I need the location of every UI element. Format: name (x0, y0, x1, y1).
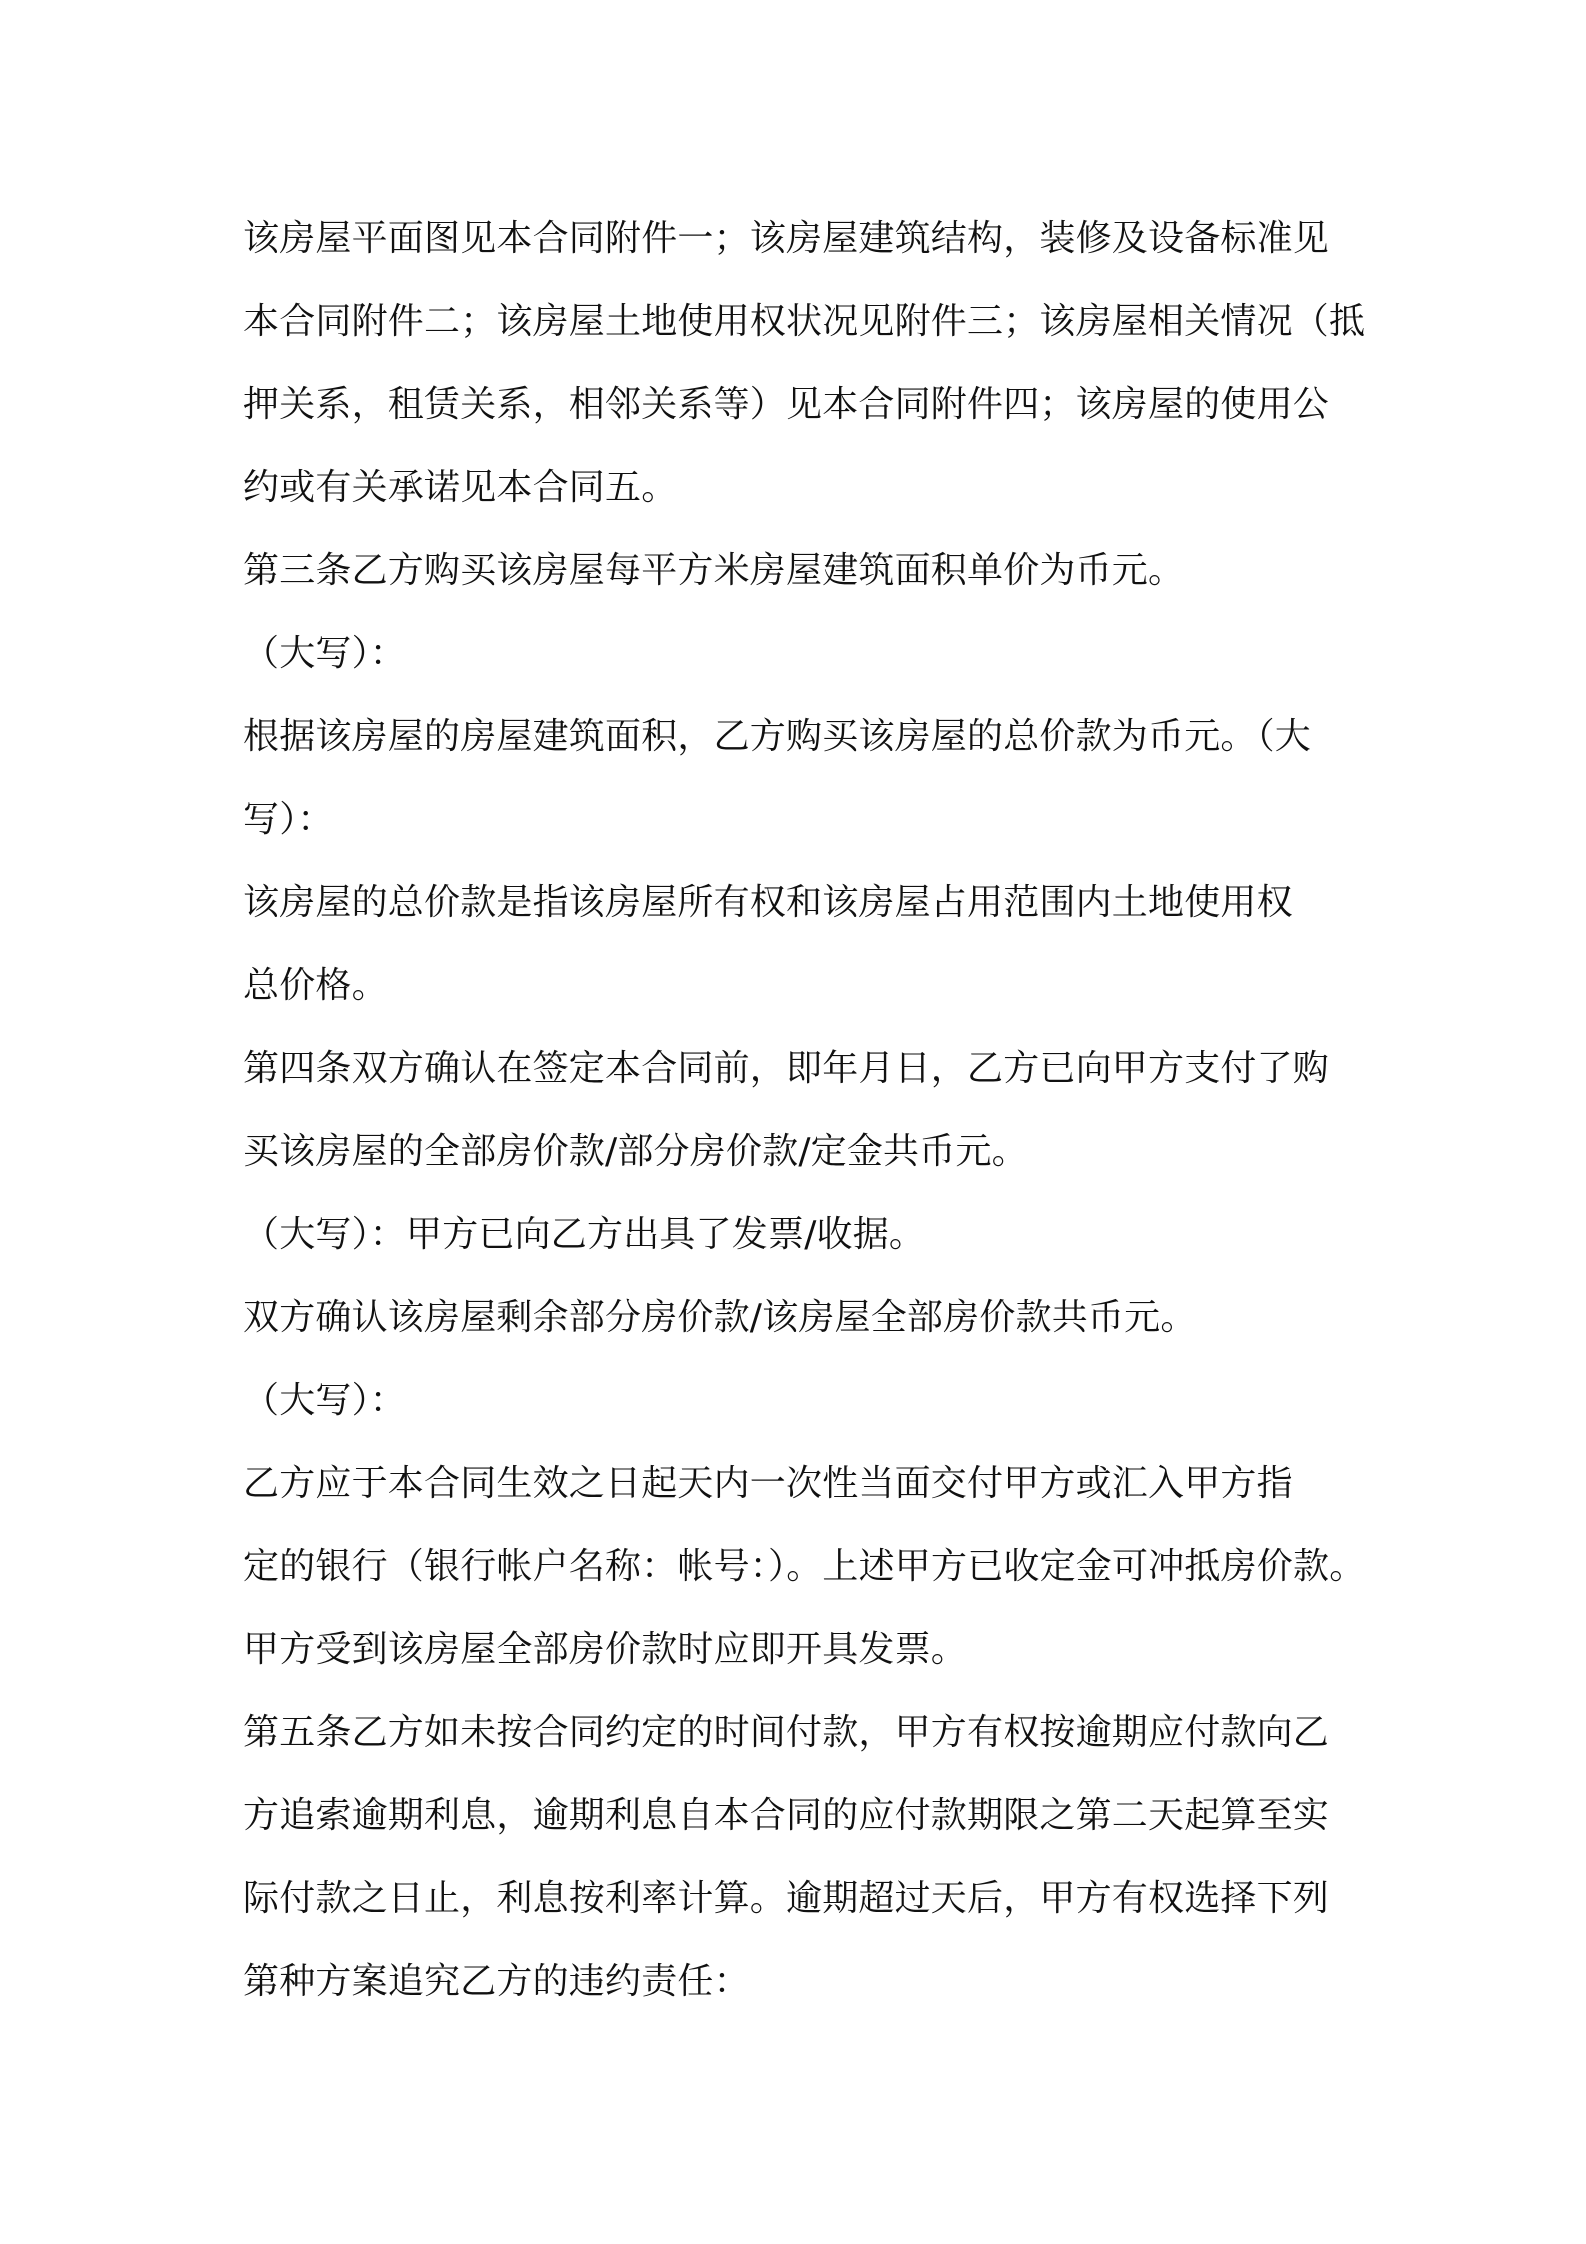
text-line: 第种方案追究乙方的违约责任： (243, 1961, 750, 2002)
text-line: 约或有关承诺见本合同五。 (243, 467, 678, 508)
text-line: 第五条乙方如未按合同约定的时间付款，甲方有权按逾期应付款向乙 (243, 1712, 1330, 1753)
text-line: 本合同附件二；该房屋土地使用权状况见附件三；该房屋相关情况（抵 (243, 301, 1366, 342)
text-line: 际付款之日止，利息按利率计算。逾期超过天后，甲方有权选择下列 (243, 1878, 1330, 1919)
text-line: 该房屋平面图见本合同附件一；该房屋建筑结构，装修及设备标准见 (243, 218, 1330, 259)
text-line: （大写）： (243, 633, 407, 674)
document-body (243, 197, 1366, 2023)
text-line: 第四条双方确认在签定本合同前，即年月日，乙方已向甲方支付了购 (243, 1048, 1330, 1089)
text-line: 买该房屋的全部房价款/部分房价款/定金共币元。 (243, 1131, 1028, 1172)
text-line: 总价格。 (243, 965, 388, 1006)
text-line: （大写）：甲方已向乙方出具了发票/收据。 (243, 1214, 926, 1255)
text-line: 押关系，租赁关系，相邻关系等）见本合同附件四；该房屋的使用公 (243, 384, 1330, 425)
text-line: 方追索逾期利息，逾期利息自本合同的应付款期限之第二天起算至实 (243, 1795, 1330, 1836)
text-line: 双方确认该房屋剩余部分房价款/该房屋全部房价款共币元。 (243, 1297, 1197, 1338)
text-line: 第三条乙方购买该房屋每平方米房屋建筑面积单价为币元。 (243, 550, 1185, 591)
text-line: 甲方受到该房屋全部房价款时应即开具发票。 (243, 1629, 968, 1670)
text-line: 写）： (243, 799, 334, 840)
text-line: 根据该房屋的房屋建筑面积，乙方购买该房屋的总价款为币元。（大 (243, 716, 1312, 757)
text-line: 乙方应于本合同生效之日起天内一次性当面交付甲方或汇入甲方指 (243, 1463, 1293, 1504)
text-line: 定的银行（银行帐户名称：帐号：）。上述甲方已收定金可冲抵房价款。 (243, 1546, 1366, 1587)
text-line: 该房屋的总价款是指该房屋所有权和该房屋占用范围内土地使用权 (243, 882, 1293, 923)
text-line: （大写）： (243, 1380, 407, 1421)
